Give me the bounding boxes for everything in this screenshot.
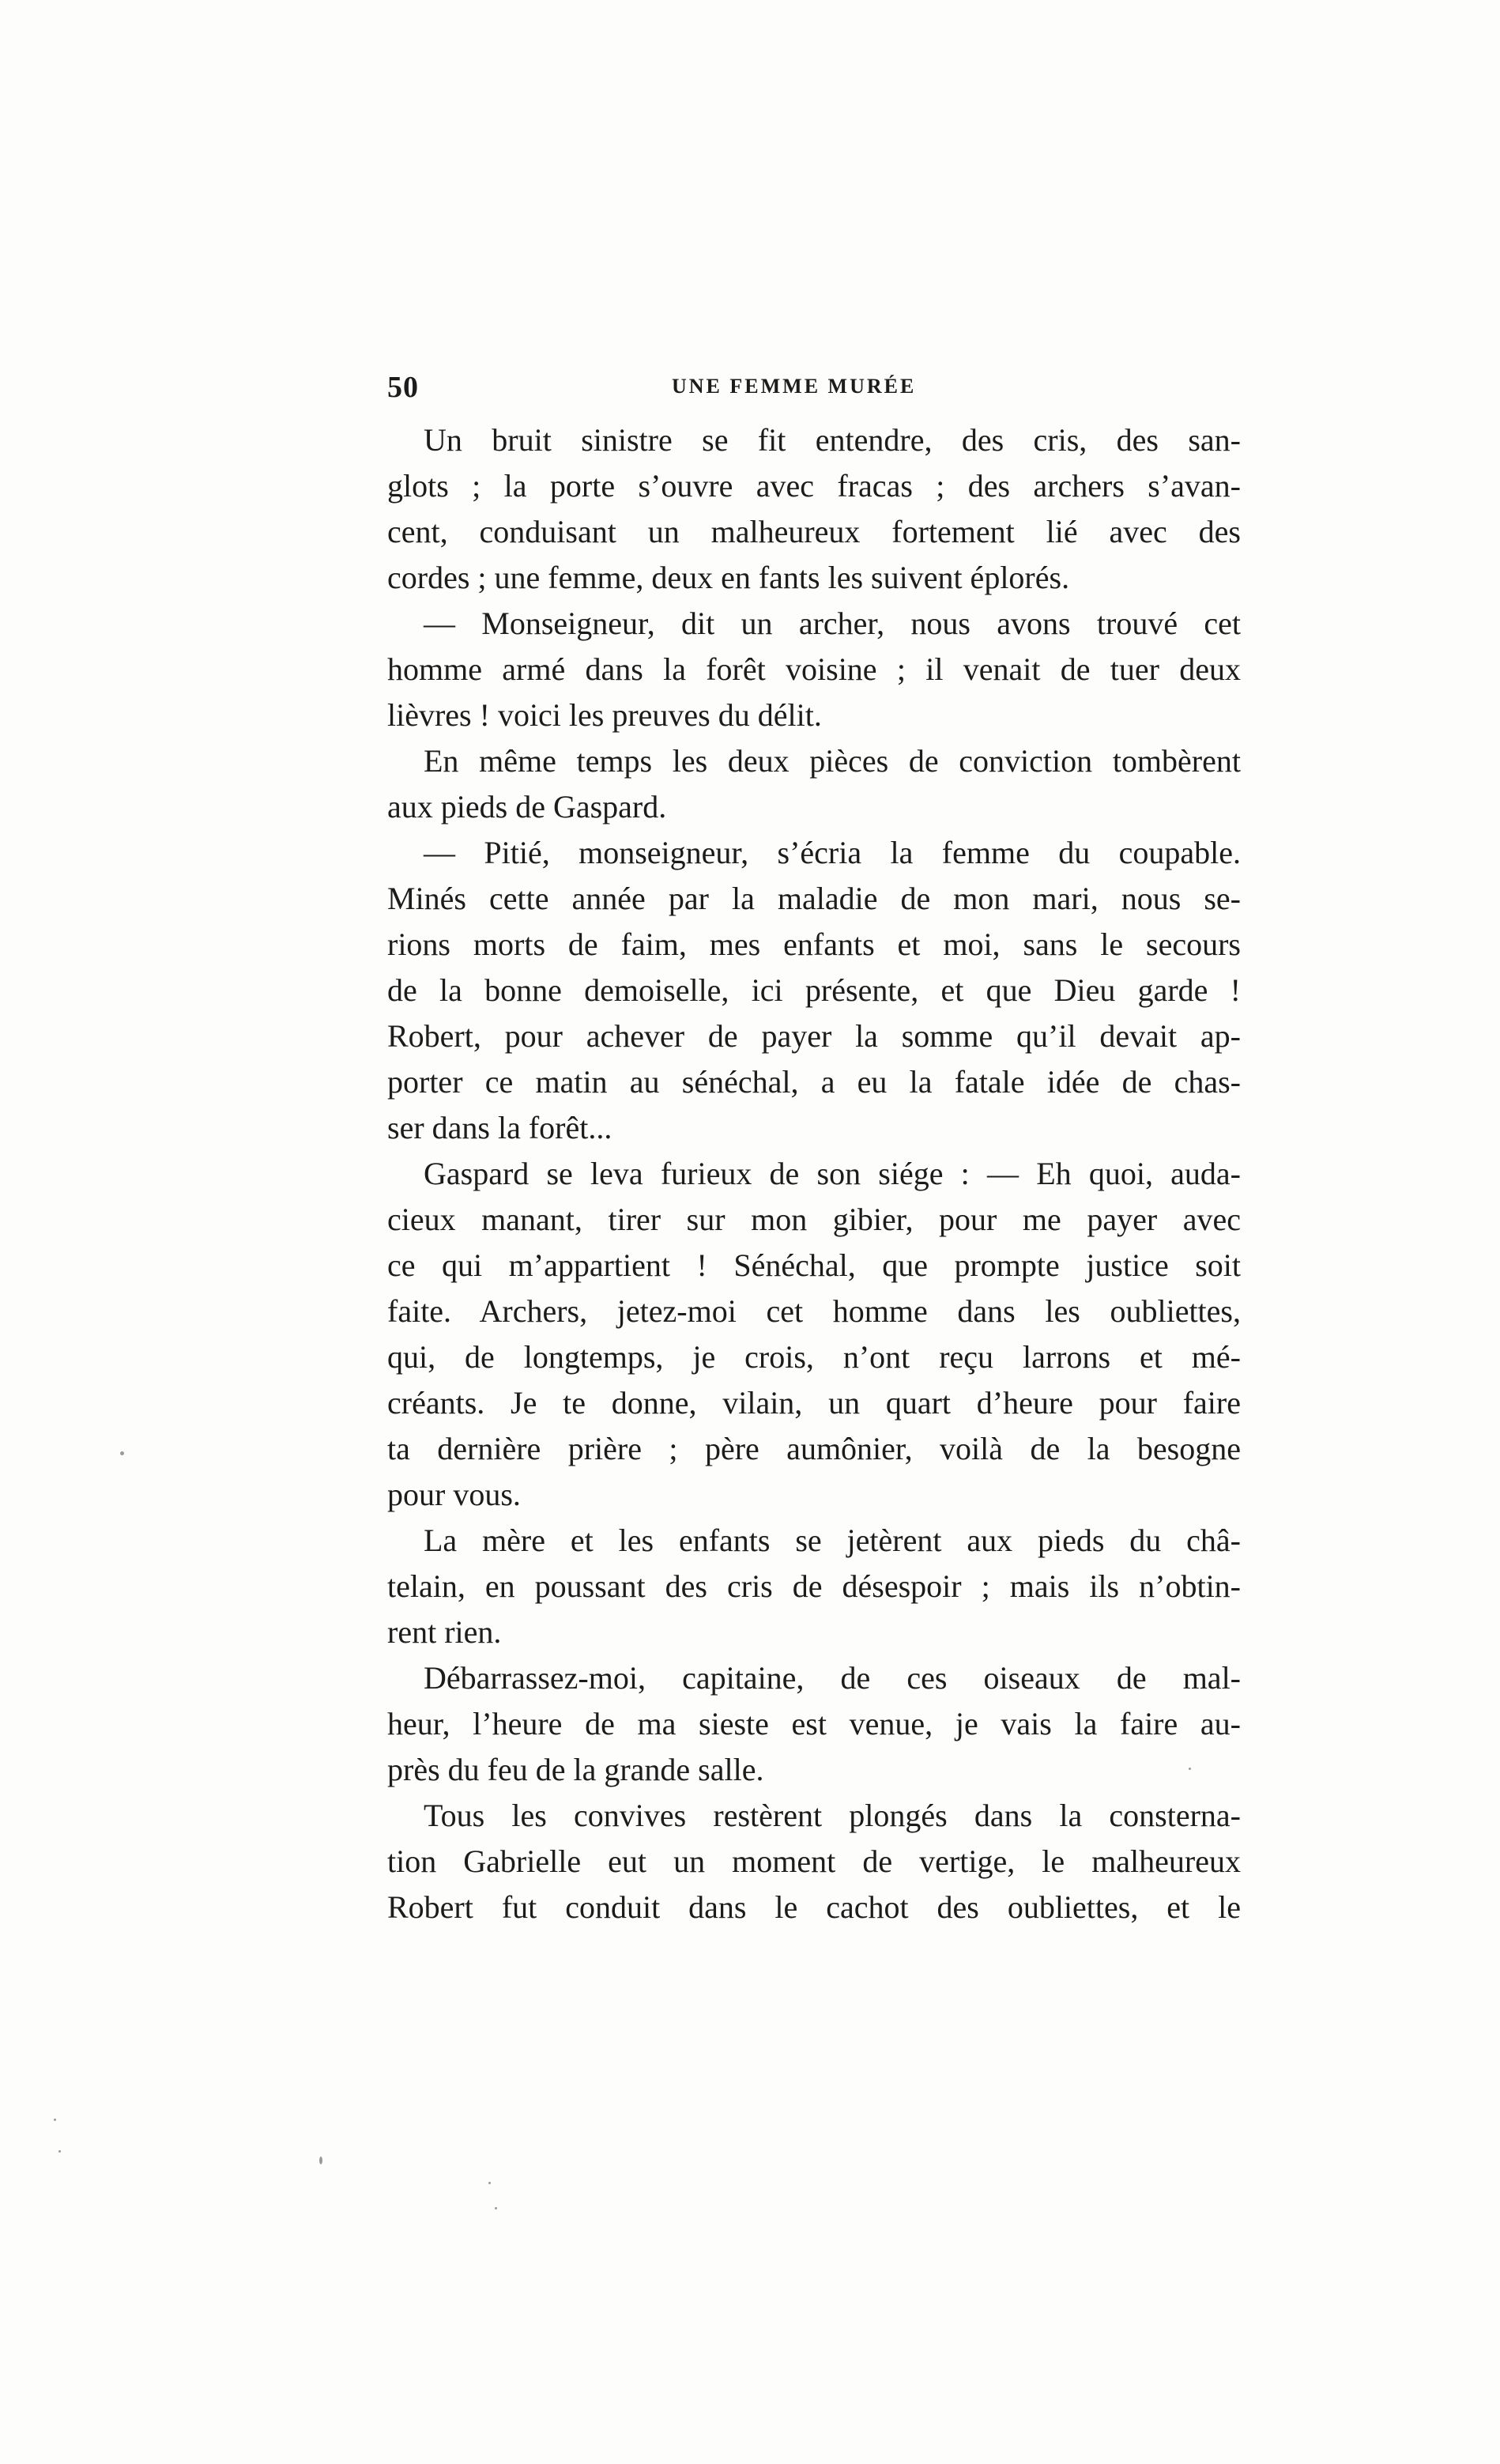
text-line: Débarrassez-moi, capitaine, de ces oiseaux de mal- (424, 1660, 1241, 1696)
text-line: qui, de longtemps, je crois, n’ont reçu larrons et mé- (387, 1339, 1241, 1375)
text-line: près du feu de la grande salle. (387, 1752, 764, 1787)
text-line: homme armé dans la forêt voisine ; il venait de tuer deux (387, 651, 1241, 687)
scan-speck (495, 2207, 497, 2209)
text-line: telain, en poussant des cris de désespoir ; mais ils n’obtin- (387, 1568, 1241, 1604)
page-header (387, 370, 1241, 409)
text-line: La mère et les enfants se jetèrent aux pieds du châ- (424, 1523, 1241, 1558)
text-line: En même temps les deux pièces de conviction tombèrent (424, 743, 1241, 779)
text-line: cent, conduisant un malheureux fortement lié avec des (387, 514, 1241, 549)
text-line: ta dernière prière ; père aumônier, voilà de la besogne (387, 1431, 1241, 1466)
text-line: Un bruit sinistre se fit entendre, des cris, des san- (424, 422, 1241, 458)
scan-speck (120, 1451, 124, 1455)
text-line: faite. Archers, jetez-moi cet homme dans les oubliettes, (387, 1293, 1241, 1329)
text-line: — Monseigneur, dit un archer, nous avons trouvé cet (424, 606, 1241, 641)
text-line: cieux manant, tirer sur mon gibier, pour me payer avec (387, 1202, 1241, 1237)
text-line: Minés cette année par la maladie de mon mari, nous se- (387, 881, 1241, 916)
text-line: Tous les convives restèrent plongés dans la consterna- (424, 1798, 1241, 1833)
text-line: ce qui m’appartient ! Sénéchal, que prompte justice soit (387, 1247, 1241, 1283)
body-text (387, 417, 1241, 1930)
text-line: aux pieds de Gaspard. (387, 789, 667, 824)
text-line: Gaspard se leva furieux de son siége : — Eh quoi, auda- (424, 1156, 1241, 1191)
text-line: Robert, pour achever de payer la somme qu’il devait ap- (387, 1018, 1241, 1054)
text-line: rent rien. (387, 1614, 502, 1650)
text-line: rions morts de faim, mes enfants et moi, sans le secours (387, 926, 1241, 962)
text-line: glots ; la porte s’ouvre avec fracas ; des archers s’avan- (387, 468, 1241, 504)
text-line: de la bonne demoiselle, ici présente, et que Dieu garde ! (387, 972, 1241, 1008)
text-line: pour vous. (387, 1477, 521, 1512)
text-line: lièvres ! voici les preuves du délit. (387, 697, 822, 733)
running-title: UNE FEMME MURÉE (672, 375, 917, 398)
text-line: cordes ; une femme, deux en fants les suivent éplorés. (387, 560, 1070, 595)
text-line: — Pitié, monseigneur, s’écria la femme du coupable. (424, 835, 1241, 870)
text-line: Robert fut conduit dans le cachot des oubliettes, et le (387, 1889, 1241, 1925)
scan-speck (58, 2150, 61, 2153)
text-line: créants. Je te donne, vilain, un quart d’heure pour faire (387, 1385, 1241, 1421)
text-line: porter ce matin au sénéchal, a eu la fatale idée de chas- (387, 1064, 1241, 1100)
text-line: tion Gabrielle eut un moment de vertige, le malheureux (387, 1843, 1241, 1879)
scan-speck (319, 2156, 322, 2164)
text-line: heur, l’heure de ma sieste est venue, je vais la faire au- (387, 1706, 1241, 1741)
page-number: 50 (387, 371, 419, 404)
scan-speck (488, 2182, 491, 2184)
text-line: ser dans la forêt... (387, 1110, 612, 1145)
scan-speck (54, 2119, 56, 2121)
scan-speck (1189, 1768, 1191, 1770)
